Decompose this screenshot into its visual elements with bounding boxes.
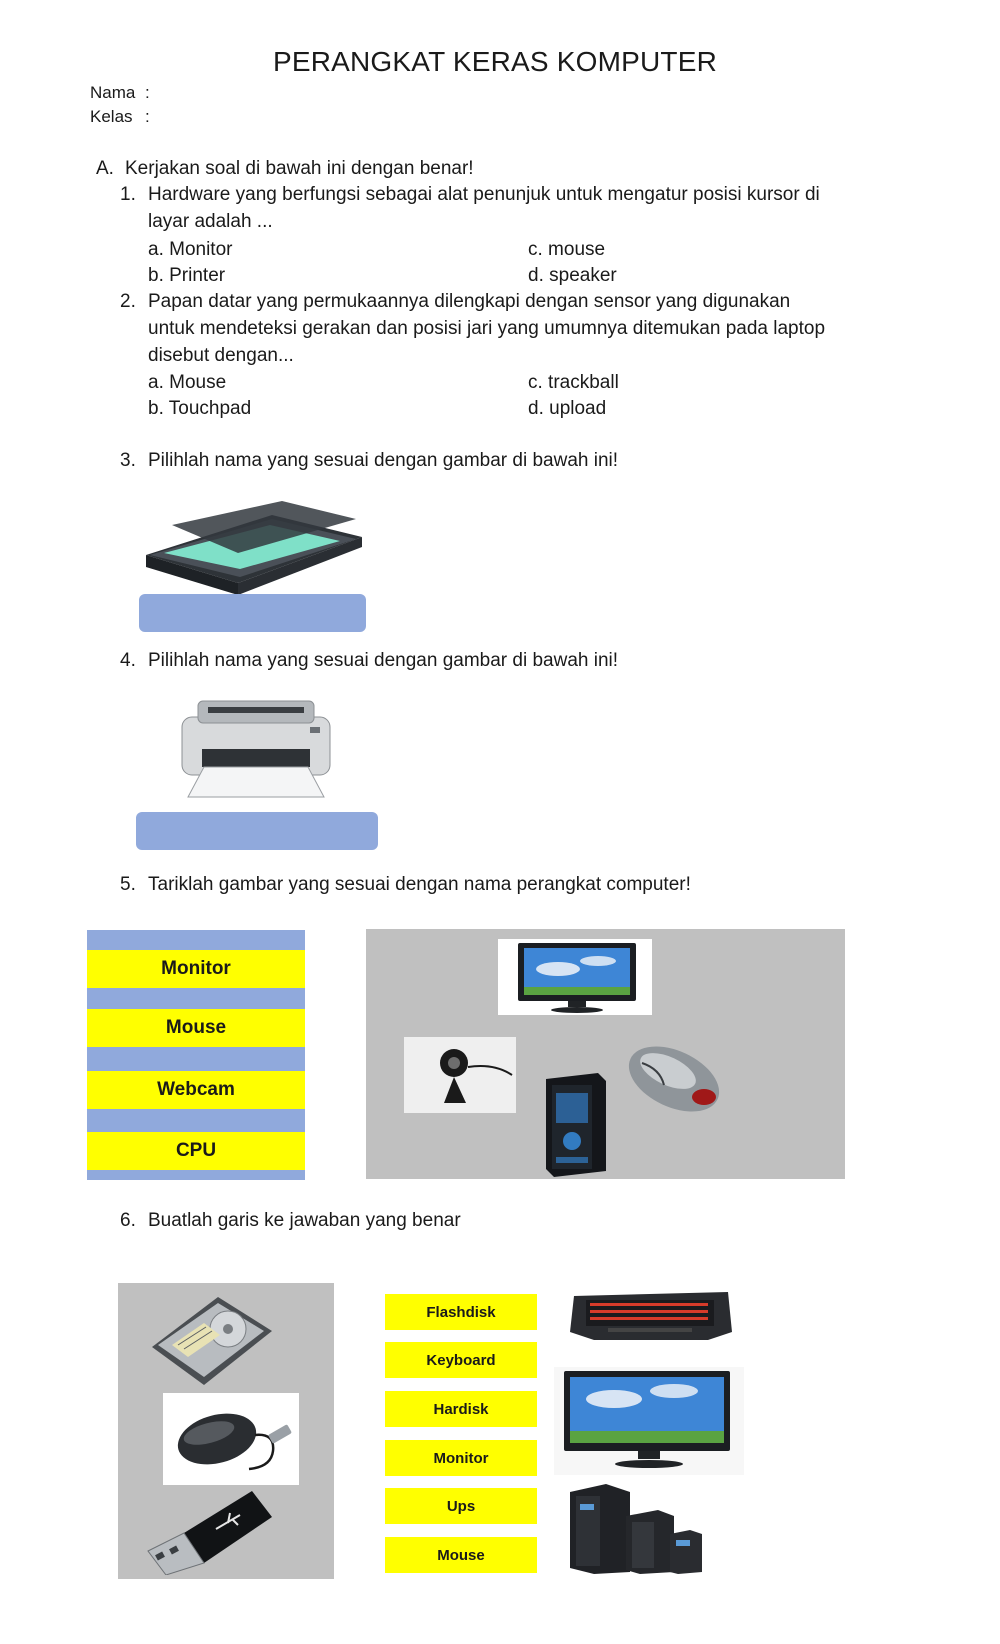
q5-image-panel	[366, 929, 845, 1179]
q6-label-hardisk[interactable]: Hardisk	[385, 1391, 537, 1427]
keyboard-icon[interactable]	[568, 1286, 734, 1342]
section-instruction: Kerjakan soal di bawah ini dengan benar!	[125, 158, 474, 179]
q1-option-d[interactable]: d. speaker	[528, 265, 617, 286]
q4-text: Pilihlah nama yang sesuai dengan gambar di bawah ini!	[148, 650, 619, 671]
q5-label-mouse[interactable]: Mouse	[87, 1009, 305, 1047]
q6-left-image-panel	[118, 1283, 334, 1579]
q6-label-flashdisk[interactable]: Flashdisk	[385, 1294, 537, 1330]
hard-disk-icon[interactable]	[148, 1291, 276, 1389]
webcam-icon[interactable]	[404, 1037, 516, 1113]
q4-number: 4.	[120, 650, 136, 671]
kelas-label: Kelas	[90, 107, 133, 126]
monitor-icon[interactable]	[554, 1367, 744, 1475]
q2-option-c[interactable]: c. trackball	[528, 372, 619, 393]
q5-text: Tariklah gambar yang sesuai dengan nama perangkat computer!	[148, 874, 691, 895]
q5-number: 5.	[120, 874, 136, 895]
q5-label-stack	[87, 930, 305, 1180]
nama-label: Nama	[90, 83, 136, 102]
q2-text-line2: untuk mendeteksi gerakan dan posisi jari yang umumnya ditemukan pada laptop	[148, 318, 826, 339]
q2-number: 2.	[120, 291, 136, 312]
cpu-tower-icon[interactable]	[540, 1071, 612, 1177]
q4-answer-box[interactable]	[136, 812, 378, 850]
printer-icon	[178, 697, 334, 802]
q1-option-c[interactable]: c. mouse	[528, 239, 606, 260]
q6-number: 6.	[120, 1210, 136, 1231]
q2-text-line3: disebut dengan...	[148, 345, 294, 366]
q2-option-b[interactable]: b. Touchpad	[148, 398, 252, 419]
q6-label-monitor[interactable]: Monitor	[385, 1440, 537, 1476]
q2-text-line1: Papan datar yang permukaannya dilengkapi dengan sensor yang digunakan	[148, 291, 791, 312]
mouse-icon[interactable]	[163, 1393, 299, 1485]
q5-label-webcam[interactable]: Webcam	[87, 1071, 305, 1109]
mouse-icon[interactable]	[620, 1041, 728, 1117]
q1-text-line1: Hardware yang berfungsi sebagai alat penunjuk untuk mengatur posisi kursor di	[148, 184, 820, 205]
monitor-icon[interactable]	[498, 939, 652, 1015]
page-title: PERANGKAT KERAS KOMPUTER	[272, 46, 718, 77]
q1-option-b[interactable]: b. Printer	[148, 265, 226, 286]
q6-label-mouse[interactable]: Mouse	[385, 1537, 537, 1573]
kelas-colon: :	[145, 107, 150, 126]
q1-text-line2: layar adalah ...	[148, 211, 273, 232]
q3-answer-box[interactable]	[139, 594, 366, 632]
q1-number: 1.	[120, 184, 136, 205]
q2-option-a[interactable]: a. Mouse	[148, 372, 227, 393]
q3-number: 3.	[120, 450, 136, 471]
scanner-icon	[142, 495, 364, 600]
q2-option-d[interactable]: d. upload	[528, 398, 607, 419]
q3-text: Pilihlah nama yang sesuai dengan gambar di bawah ini!	[148, 450, 619, 471]
q6-label-keyboard[interactable]: Keyboard	[385, 1342, 537, 1378]
q6-text: Buatlah garis ke jawaban yang benar	[148, 1210, 461, 1231]
q5-label-monitor[interactable]: Monitor	[87, 950, 305, 988]
q6-label-ups[interactable]: Ups	[385, 1488, 537, 1524]
nama-colon: :	[145, 83, 150, 102]
q5-label-cpu[interactable]: CPU	[87, 1132, 305, 1170]
q1-option-a[interactable]: a. Monitor	[148, 239, 233, 260]
section-marker: A.	[96, 158, 114, 179]
usb-flashdisk-icon[interactable]	[144, 1483, 274, 1575]
ups-icon[interactable]	[566, 1482, 706, 1574]
